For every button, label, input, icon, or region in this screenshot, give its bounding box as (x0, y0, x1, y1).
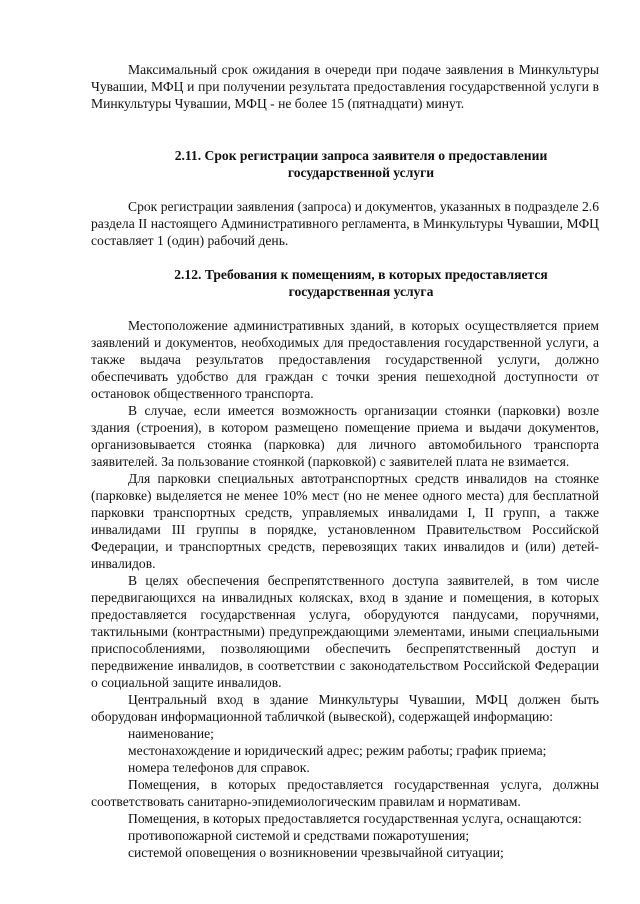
paragraph-location: Местоположение административных зданий, в которых осуществляется прием заявлений и документов, необходимых для предоставления государственной услуги, а также выдача результатов предоставления государственной услуги, должно обеспечивать удобство для граждан с точки зрения пешеходной доступности от остановок общественного транспорта. (91, 318, 599, 401)
paragraph-accessibility: В целях обеспечения беспрепятственного доступа заявителей, в том числе передвигающихся на инвалидных колясках, вход в здание и помещения, в которых предоставляется государственная услуга, оборудуются пандусами, поручнями, тактильными (контрастными) предупреждающими элементами, иными специальными приспособлениями, позволяющими обеспечить беспрепятственный доступ и передвижение инвалидов, в соответствии с законодательством Российской Федерации о социальной защите инвалидов. (91, 573, 599, 690)
paragraph-parking: В случае, если имеется возможность организации стоянки (парковки) возле здания (строения), в котором размещено помещение приема и выдачи документов, организовывается стоянка (парковка) для личного автомобильного транспорта заявителей. За пользование стоянкой (парковкой) с заявителей плата не взимается. (91, 403, 599, 469)
list-item: местонахождение и юридический адрес; режим работы; график приема; (128, 743, 547, 758)
paragraph-sanitary: Помещения, в которых предоставляется государственная услуга, должны соответствовать санитарно-эпидемиологическим правилам и нормативам. (91, 777, 599, 809)
list-item: наименование; (128, 726, 214, 741)
paragraph-registration-term: Срок регистрации заявления (запроса) и документов, указанных в подразделе 2.6 раздела II настоящего Административного регламента, в Минкультуры Чувашии, МФЦ составляет 1 (один) рабочий день. (91, 199, 599, 248)
list-item: системой оповещения о возникновении чрезвычайной ситуации; (128, 845, 504, 860)
heading-2-11-line2: государственной услуги (287, 165, 435, 180)
paragraph-signage: Центральный вход в здание Минкультуры Чувашии, МФЦ должен быть оборудован информационной табличкой (вывеской), содержащей информацию: (91, 692, 599, 724)
list-item: номера телефонов для справок. (128, 760, 310, 775)
heading-2-12-line1: 2.12. Требования к помещениям, в которых предоставляется (174, 267, 548, 282)
paragraph-waiting-time: Максимальный срок ожидания в очереди при подаче заявления в Минкультуры Чувашии, МФЦ и при получении результата предоставления государственной услуги в Минкультуры Чувашии, МФЦ - не более 15 (пятнадцати) минут. (91, 62, 599, 111)
heading-2-11-line1: 2.11. Срок регистрации запроса заявителя о предоставлении (174, 148, 548, 163)
heading-2-12 (91, 266, 599, 300)
paragraph-equipment: Помещения, в которых предоставляется государственная услуга, оснащаются: (128, 811, 582, 826)
heading-2-11 (91, 147, 599, 181)
paragraph-disabled-parking: Для парковки специальных автотранспортных средств инвалидов на стоянке (парковке) выделяется не менее 10% мест (но не менее одного места) для бесплатной парковки транспортных средств, управляемых инвалидами I, II групп, а также инвалидами III группы в порядке, установленном Правительством Российской Федерации, и транспортных средств, перевозящих таких инвалидов и (или) детей-инвалидов. (91, 471, 599, 571)
heading-2-12-line2: государственная услуга (288, 284, 434, 299)
list-item: противопожарной системой и средствами пожаротушения; (128, 828, 470, 843)
